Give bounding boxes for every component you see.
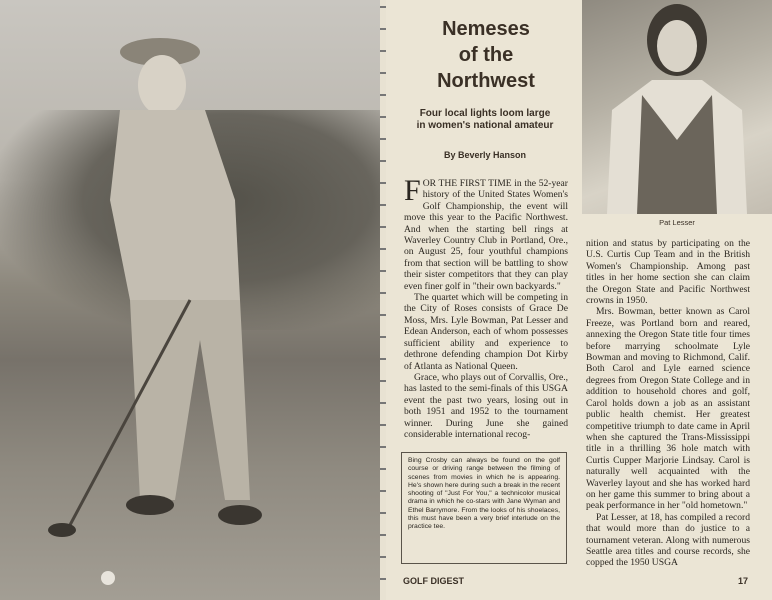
magazine-name: GOLF DIGEST	[403, 576, 465, 586]
article-paragraph: Grace, who plays out of Corvallis, Ore., has lasted to the semi-finals of this USGA event the past two years, losing out in both 1951 and 1952 to the tournament winner. During June she gained considerable international recog-	[404, 371, 568, 440]
article-paragraph: Pat Lesser, at 18, has compiled a record that would more than do justice to a tournament veteran. Along with numerous Seattle area titles and course records, she copped the 1950 USGA	[586, 511, 750, 569]
headline-line: of the	[458, 44, 514, 66]
headline-line: Nemeses	[442, 18, 530, 40]
crosby-caption: Bing Crosby can always be found on the golf course or driving range between the filming of scenes from movies in which he is appearing. He's shown here during such a break in the recent shooting of "Just For You," a technicolor musical drama in which he co-stars with Jane Wyman and Ethel Barrymore. From the looks of his shoelaces, this must have been a very brief interlude on the practice tee.	[401, 452, 567, 564]
paragraph-text: OR THE FIRST TIME in the 52-year history of the United States Women's Golf Championship, the event will move this year to the Pacific Northwest. And when the starting bell rings at Waverley Country Club in Portland, Ore., on August 25, four youthful champions from that section will be battling to show their sister competitors that they can play even finer golf in "their own backyards."	[404, 178, 568, 292]
subhead-line: in women's national amateur	[416, 120, 554, 131]
article-column-right	[586, 238, 750, 569]
golfer-photo	[0, 0, 380, 600]
golfer-figure	[0, 0, 380, 600]
portrait-figure	[582, 0, 772, 214]
pat-lesser-caption: Pat Lesser	[659, 218, 695, 227]
headline-line: Northwest	[437, 70, 535, 92]
pat-lesser-photo	[582, 0, 772, 214]
article-paragraph: nition and status by participating on the U.S. Curtis Cup Team and in the British Women's Championship. Among past titles in her home section she can claim the Oregon State and Pacific Northwest crowns in 1950.	[586, 238, 750, 307]
drop-cap: F	[404, 174, 421, 207]
subhead-line: Four local lights loom large	[419, 108, 551, 119]
article-subhead	[392, 108, 578, 132]
article-paragraph: The quartet which will be competing in the City of Roses consists of Grace De Moss, Mrs. Lyle Bowman, Pat Lesser and Edean Anderson, each of whom possesses sufficient ability and experience to dethrone defending champion Dot Kirby of Atlanta as National Queen.	[404, 292, 568, 372]
article-paragraph: Mrs. Bowman, better known as Carol Freeze, was Portland born and reared, annexing the Oregon State title four times before marrying schoolmate Lyle Bowman and moving to Richmond, Calif. Both Carol and Lyle earned science degrees from Oregon State College and in addition to household chores and golf, Carol holds down a job as an assistant public health chemist. Her greatest competitive triumph to date came in April when she captured the Trans-Mississippi title in a thrilling 36 hole match with Curtis Cupper Marjorie Lindsay. Carol is naturally well acquainted with the Waverley layout and she has worked hard on her game this summer to bring about a peak performance in her "old hometown."	[586, 306, 750, 512]
byline: By Beverly Hanson	[443, 150, 527, 160]
page-number: 17	[738, 576, 749, 586]
article-paragraph	[404, 174, 568, 292]
article-column-left	[404, 174, 568, 440]
article-headline	[388, 16, 584, 94]
